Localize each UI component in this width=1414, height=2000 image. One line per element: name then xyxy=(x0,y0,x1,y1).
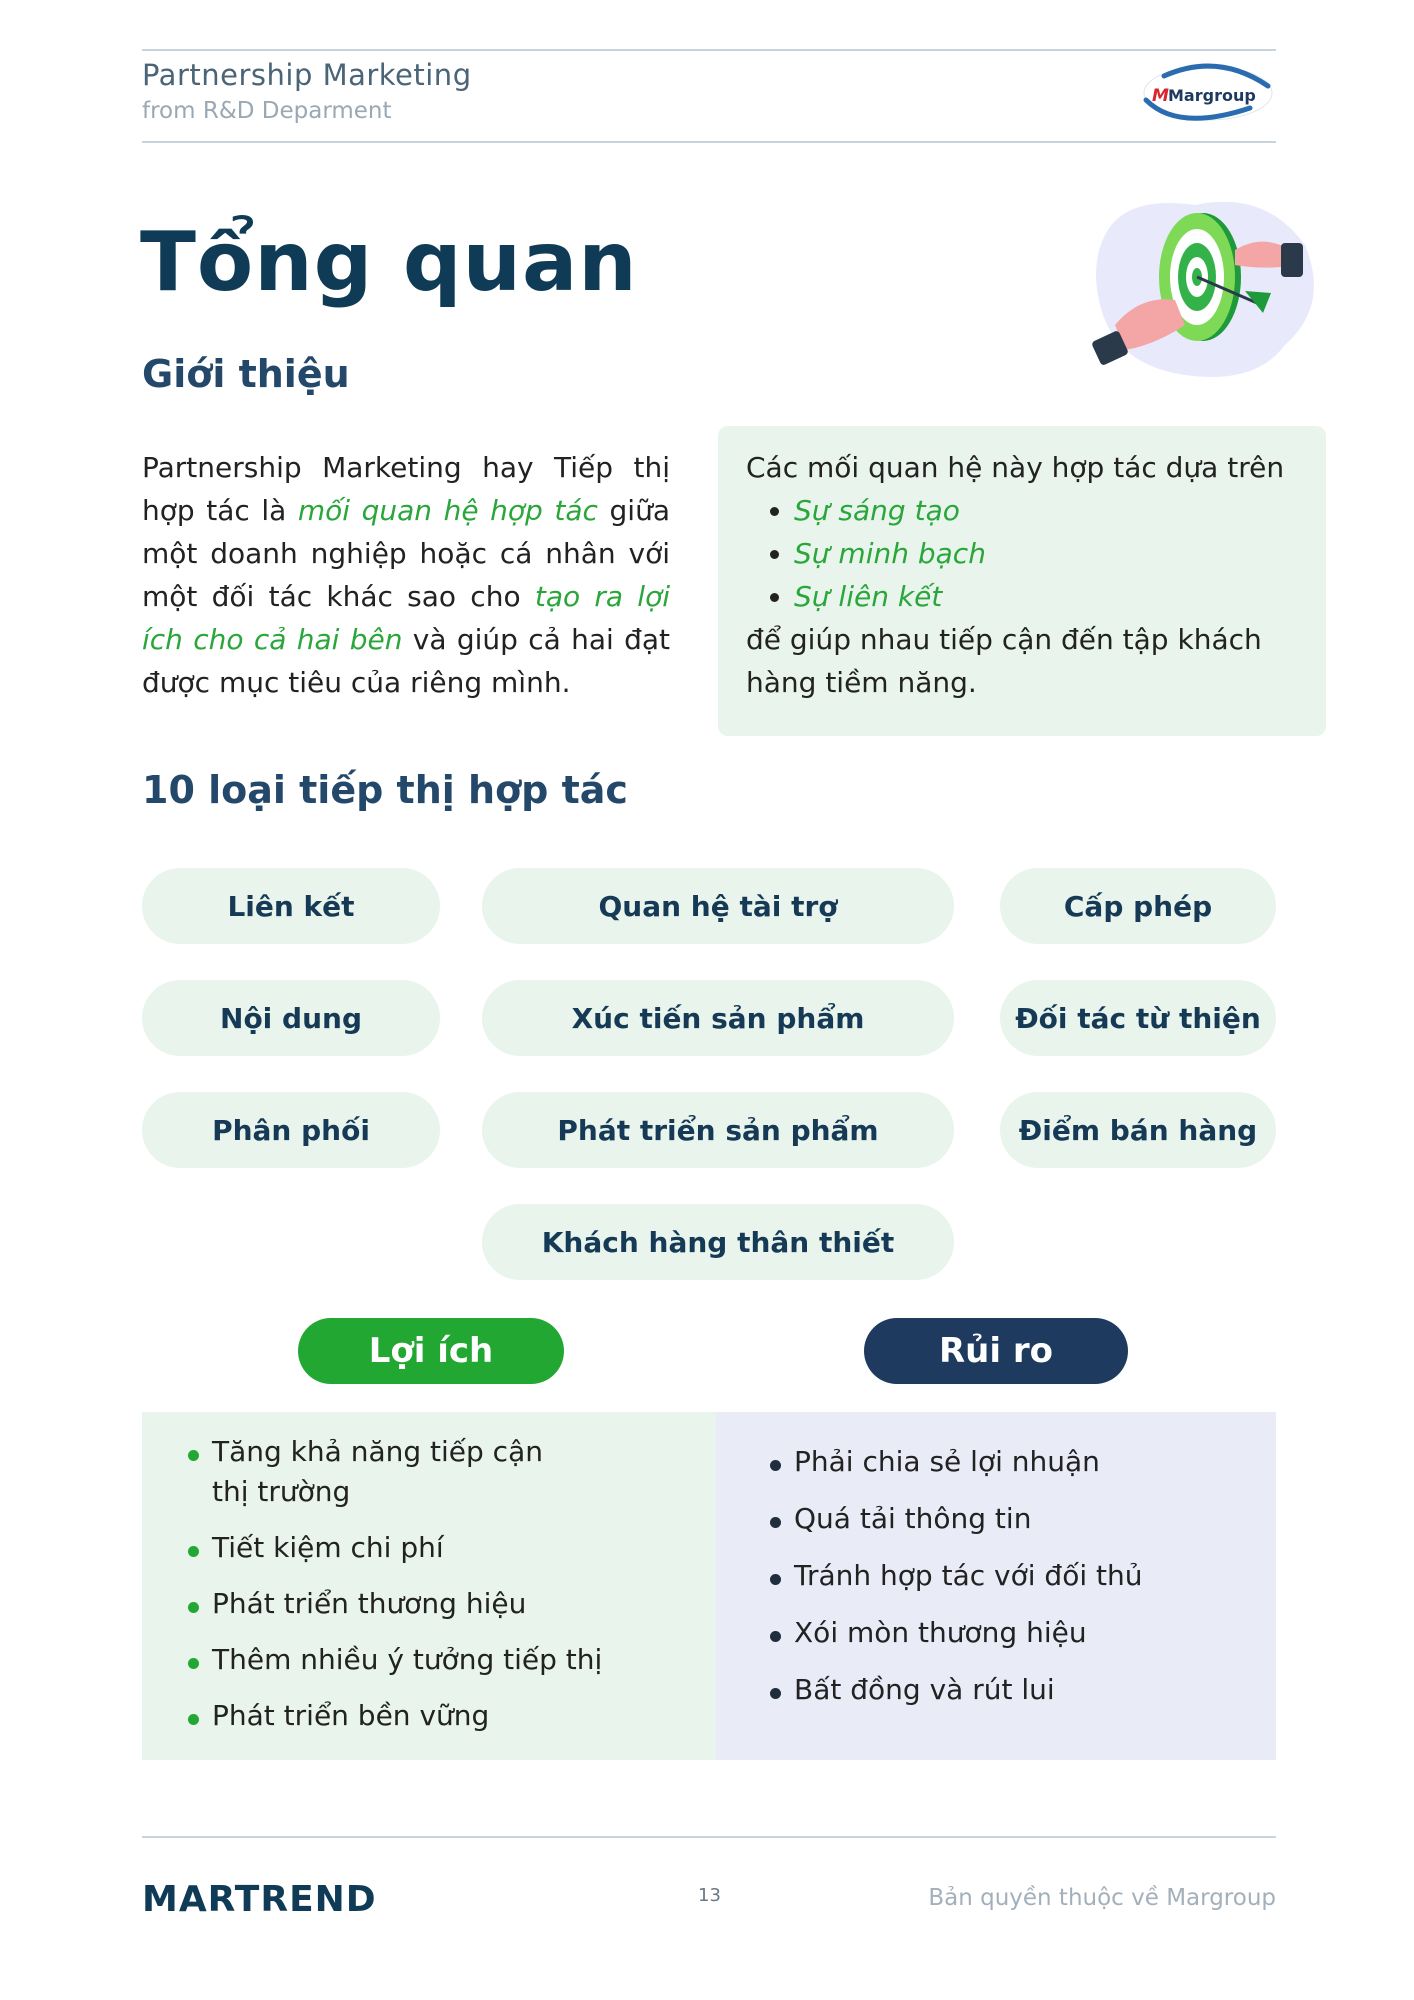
risk-item: Bất đồng và rút lui xyxy=(794,1670,1276,1710)
intro-text: và giúp cả hai đạt được mục tiêu của riêng mình. xyxy=(142,623,670,699)
header-title: Partnership Marketing xyxy=(142,58,472,92)
footer-copyright: Bản quyền thuộc về Margroup xyxy=(928,1885,1276,1911)
page-title: Tổng quan xyxy=(140,215,638,310)
type-pill: Liên kết xyxy=(142,868,440,944)
type-pill: Xúc tiến sản phẩm xyxy=(482,980,954,1056)
risk-item: Tránh hợp tác với đối thủ xyxy=(794,1556,1276,1596)
bullet-dot xyxy=(770,1574,781,1585)
risks-panel xyxy=(716,1412,1276,1760)
bullet-dot xyxy=(188,1658,199,1669)
intro-highlight: mối quan hệ hợp tác xyxy=(297,494,598,527)
intro-paragraph xyxy=(142,446,670,704)
type-pill: Đối tác từ thiện xyxy=(1000,980,1276,1056)
type-pill: Khách hàng thân thiết xyxy=(482,1204,954,1280)
bullet-dot xyxy=(770,1460,781,1471)
benefits-tag: Lợi ích xyxy=(298,1318,564,1384)
callout-list xyxy=(746,489,1298,618)
type-pill: Phân phối xyxy=(142,1092,440,1168)
bullet-dot xyxy=(188,1450,199,1461)
risk-item: Phải chia sẻ lợi nhuận xyxy=(794,1442,1276,1482)
header-rule-top xyxy=(142,49,1276,51)
type-pill: Quan hệ tài trợ xyxy=(482,868,954,944)
list-item: • Sự sáng tạo xyxy=(794,489,1298,532)
intro-text: Partnership Marketing hay Tiếp thị hợp tác là xyxy=(142,451,670,527)
page-number: 13 xyxy=(698,1885,721,1906)
list-item: • Sự liên kết xyxy=(794,575,1298,618)
risk-item: Xói mòn thương hiệu xyxy=(794,1613,1276,1653)
svg-text:Margroup: Margroup xyxy=(1168,86,1256,105)
bullet-dot xyxy=(770,1631,781,1642)
footer-rule xyxy=(142,1836,1276,1838)
bullet-dot xyxy=(188,1602,199,1613)
bullet-dot xyxy=(770,1517,781,1528)
benefit-item: Phát triển thương hiệu xyxy=(212,1584,716,1624)
svg-text:M: M xyxy=(1152,86,1169,106)
type-pill: Nội dung xyxy=(142,980,440,1056)
bullet-dot xyxy=(188,1714,199,1725)
header-subtitle: from R&D Deparment xyxy=(142,98,392,124)
types-heading: 10 loại tiếp thị hợp tác xyxy=(142,768,628,812)
benefit-item: Tăng khả năng tiếp cận thị trường xyxy=(212,1432,572,1512)
benefit-item: Tiết kiệm chi phí xyxy=(212,1528,716,1568)
bullet-dot xyxy=(770,1688,781,1699)
margroup-logo xyxy=(1138,56,1278,130)
intro-heading: Giới thiệu xyxy=(142,352,350,396)
type-pill: Phát triển sản phẩm xyxy=(482,1092,954,1168)
benefit-item: Phát triển bền vững xyxy=(212,1696,716,1736)
bullet-dot xyxy=(188,1546,199,1557)
type-pill: Cấp phép xyxy=(1000,868,1276,944)
benefit-item: Thêm nhiều ý tưởng tiếp thị xyxy=(212,1640,716,1680)
intro-callout-box xyxy=(718,426,1326,736)
callout-tail: để giúp nhau tiếp cận đến tập khách hàng tiềm năng. xyxy=(746,623,1262,699)
list-item: • Sự minh bạch xyxy=(794,532,1298,575)
intro-text: giữa một doanh nghiệp hoặc cá nhân với một đối tác khác sao cho xyxy=(142,494,670,613)
target-hands-illustration xyxy=(1085,195,1325,395)
benefits-panel xyxy=(142,1412,716,1760)
intro-highlight: tạo ra lợi ích cho cả hai bên xyxy=(142,580,670,656)
footer-brand: MARTREND xyxy=(142,1879,377,1920)
header-rule-bottom xyxy=(142,141,1276,143)
callout-lead: Các mối quan hệ này hợp tác dựa trên xyxy=(746,451,1285,484)
type-pill: Điểm bán hàng xyxy=(1000,1092,1276,1168)
risk-item: Quá tải thông tin xyxy=(794,1499,1276,1539)
risks-tag: Rủi ro xyxy=(864,1318,1128,1384)
